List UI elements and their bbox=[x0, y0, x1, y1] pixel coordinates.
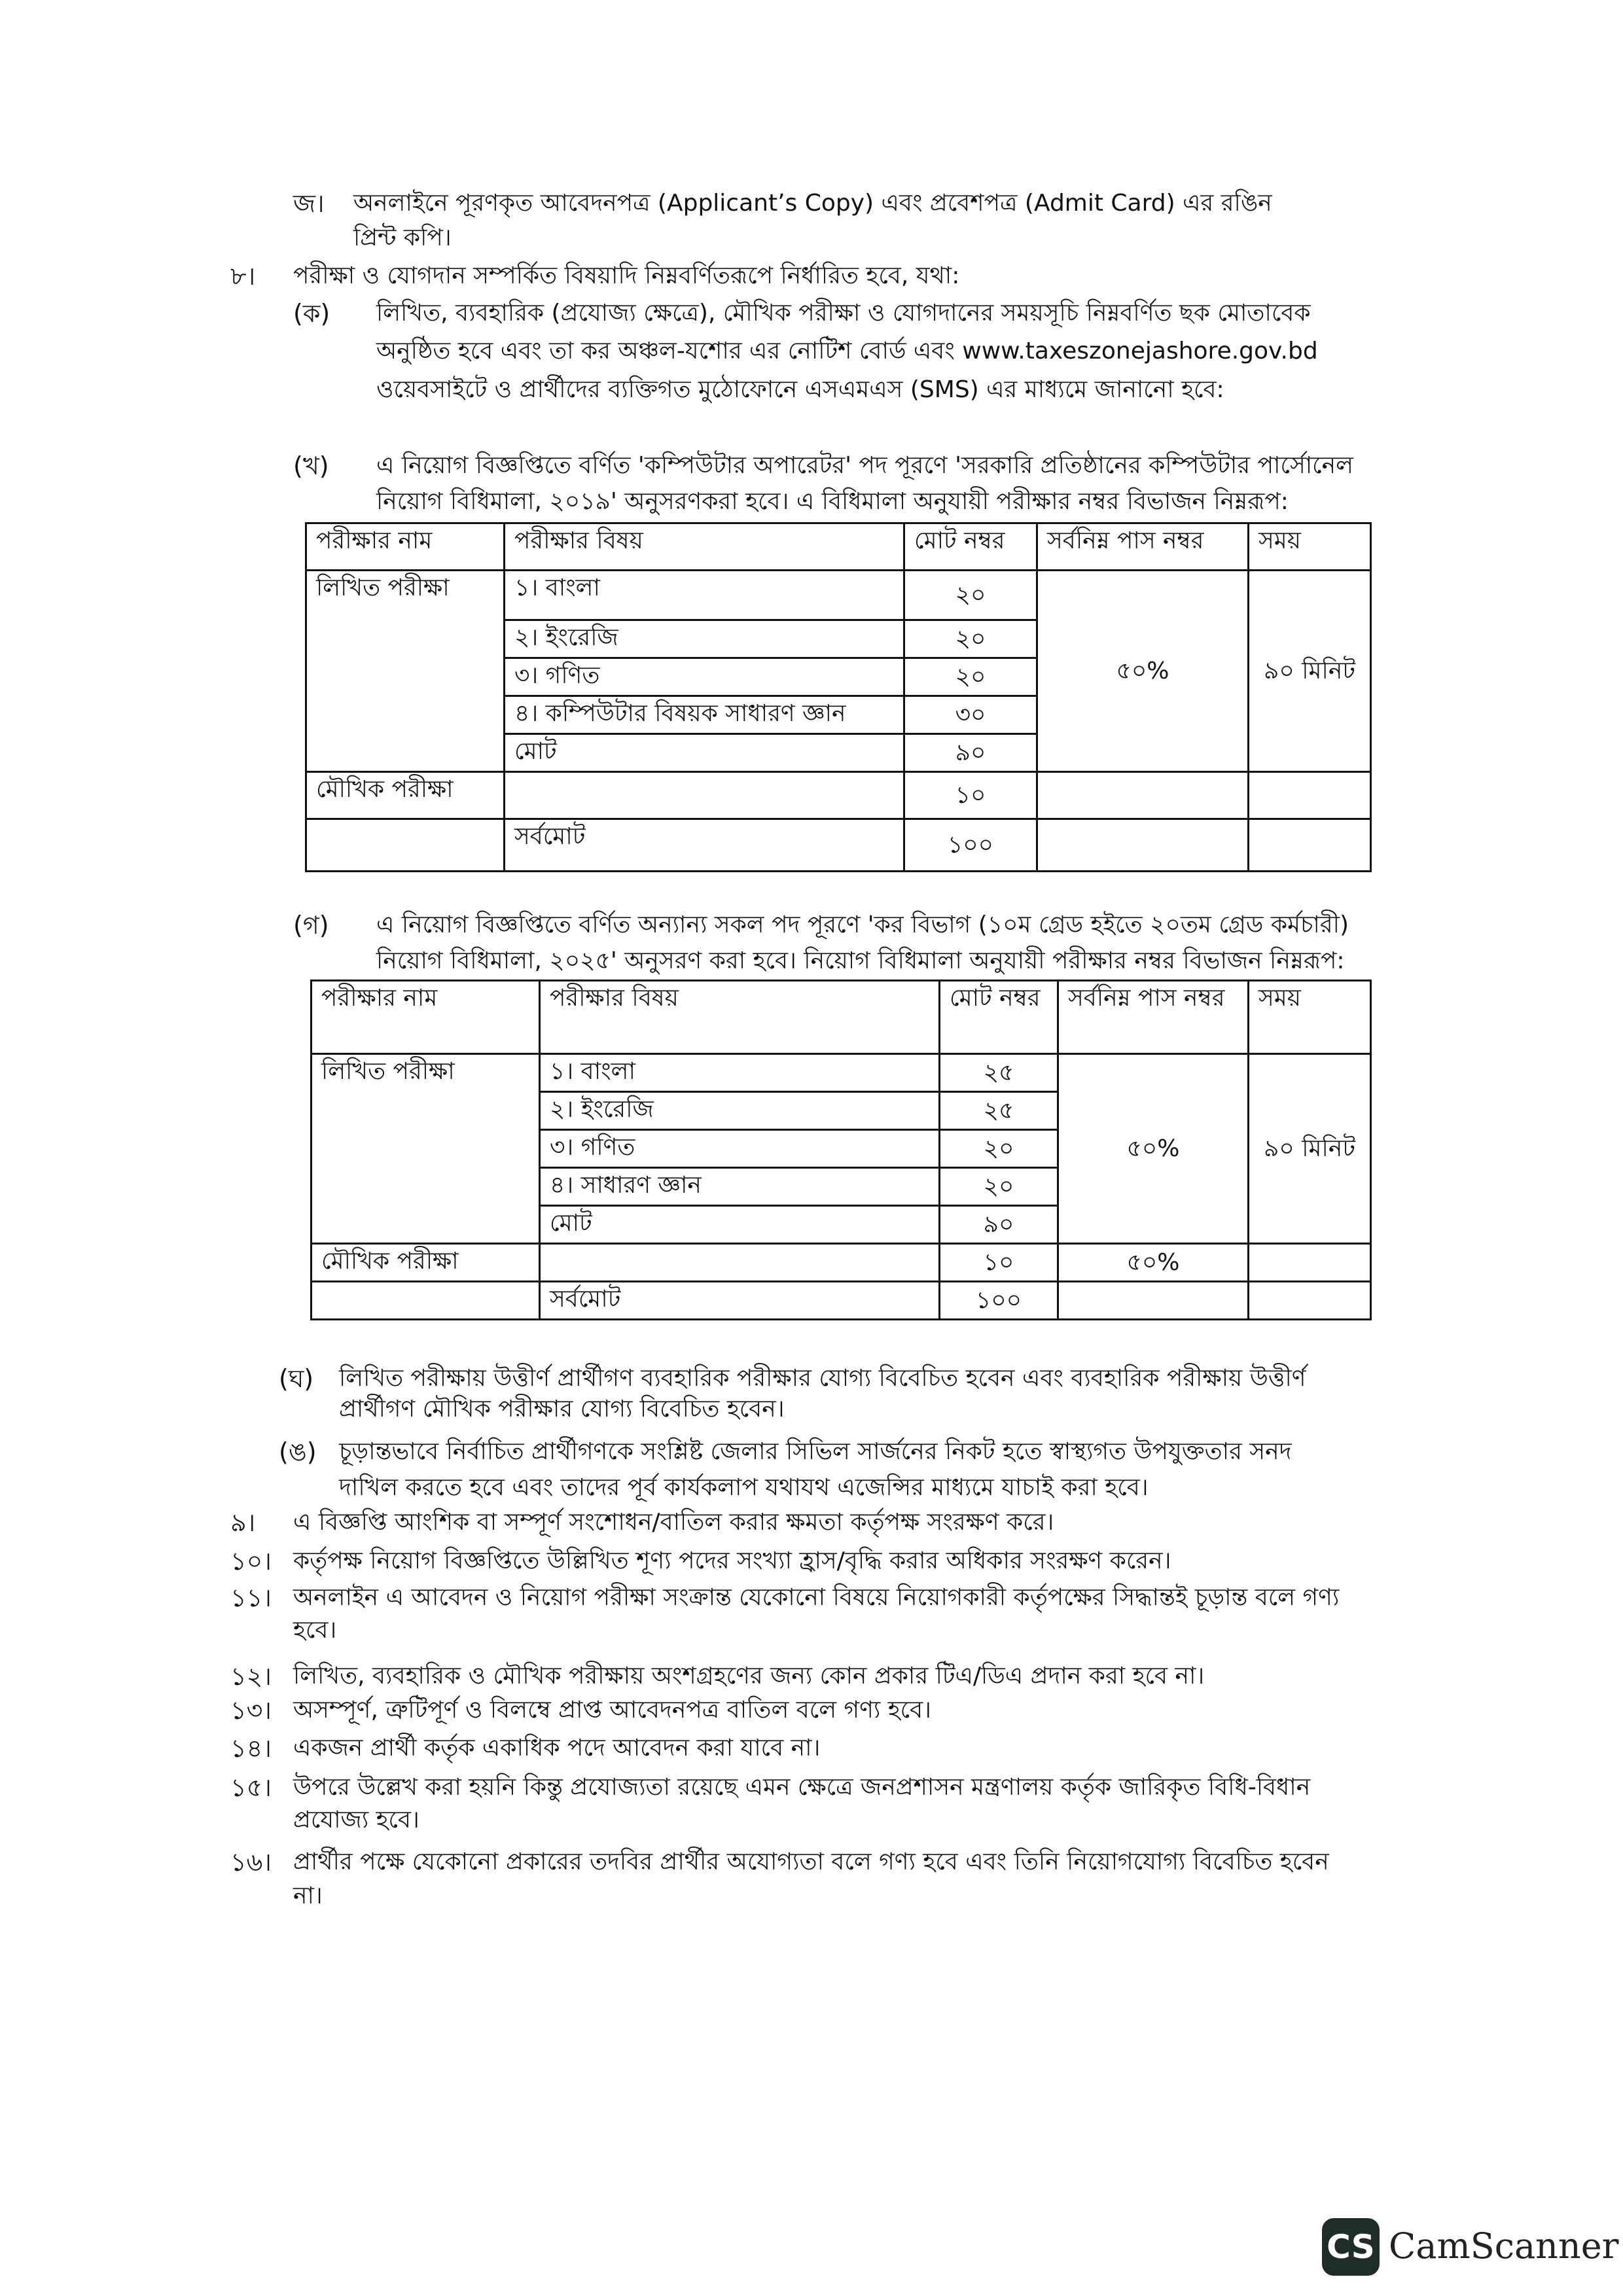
item-13-text: অসম্পূর্ণ, ত্রুটিপূর্ণ ও বিলম্বে প্রাপ্ত আবেদনপত্র বাতিল বলে গণ্য হবে। bbox=[293, 1697, 932, 1723]
item-label-ka: (ক) bbox=[293, 299, 330, 328]
item-ka-line1: লিখিত, ব্যবহারিক (প্রযোজ্য ক্ষেত্রে), মৌখিক পরীক্ষা ও যোগদানের সময়সূচি নিম্নবর্ণিত ছক মোতাবেক bbox=[376, 300, 1311, 327]
pass-marks-cell bbox=[1037, 819, 1249, 872]
marks-cell: ২০ bbox=[940, 1130, 1058, 1168]
table-header-row bbox=[306, 523, 1371, 571]
time-cell bbox=[1249, 1244, 1371, 1282]
exam-name-cell: লিখিত পরীক্ষা bbox=[306, 571, 505, 772]
table-header-row bbox=[312, 981, 1371, 1054]
subject-cell bbox=[540, 1244, 940, 1282]
table-row bbox=[306, 571, 1371, 620]
item-12-text: লিখিত, ব্যবহারিক ও মৌখিক পরীক্ষায় অংশগ্রহণের জন্য কোন প্রকার টিএ/ডিএ প্রদান করা হবে না। bbox=[293, 1663, 1205, 1689]
camscanner-logo: CS bbox=[1322, 2218, 1380, 2276]
exam-name-cell: লিখিত পরীক্ষা bbox=[312, 1054, 540, 1244]
time-cell bbox=[1249, 819, 1371, 872]
table-header-cell: মোট নম্বর bbox=[940, 981, 1058, 1054]
item-label-kha: (খ) bbox=[293, 451, 329, 480]
subject-cell: ৩। গণিত bbox=[505, 658, 904, 696]
subject-cell: মোট bbox=[505, 734, 904, 772]
subject-cell: ৪। কম্পিউটার বিষয়ক সাধারণ জ্ঞান bbox=[505, 696, 904, 734]
item-label-gha: (ঘ) bbox=[279, 1364, 314, 1393]
time-cell: ৯০ মিনিট bbox=[1249, 1054, 1371, 1244]
item-16-line1: প্রার্থীর পক্ষে যেকোনো প্রকারের তদবির প্রার্থীর অযোগ্যতা বলে গণ্য হবে এবং তিনি নিয়োগযোগ্য বিবেচিত হবেন bbox=[293, 1848, 1329, 1875]
item-11-line1: অনলাইন এ আবেদন ও নিয়োগ পরীক্ষা সংক্রান্ত যেকোনো বিষয়ে নিয়োগকারী কর্তৃপক্ষের সিদ্ধান্তই চূড়ান্ত বলে গণ্য bbox=[293, 1584, 1340, 1611]
item-label-8: ৮। bbox=[230, 262, 256, 291]
exam-name-cell bbox=[306, 819, 505, 872]
exam-name-cell: মৌখিক পরীক্ষা bbox=[312, 1244, 540, 1282]
item-16-line2: না। bbox=[293, 1882, 323, 1909]
item-kha-line1: এ নিয়োগ বিজ্ঞপ্তিতে বর্ণিত 'কম্পিউটার অপারেটর' পদ পূরণে 'সরকারি প্রতিষ্ঠানের কম্পিউটার পার্সোনেল bbox=[376, 452, 1353, 479]
marks-cell: ২০ bbox=[904, 658, 1037, 696]
marks-cell: ২০ bbox=[940, 1168, 1058, 1206]
item-10-text: কর্তৃপক্ষ নিয়োগ বিজ্ঞপ্তিতে উল্লিখিত শূণ্য পদের সংখ্যা হ্রাস/বৃদ্ধি করার অধিকার সংরক্ষণ করেন। bbox=[293, 1547, 1171, 1574]
item-label-umo: (ঙ) bbox=[279, 1438, 317, 1466]
time-cell: ৯০ মিনিট bbox=[1249, 571, 1371, 772]
marks-cell: ২৫ bbox=[940, 1092, 1058, 1130]
table-row bbox=[306, 772, 1371, 819]
pass-marks-cell bbox=[1058, 1282, 1249, 1320]
table-header-cell: মোট নম্বর bbox=[904, 523, 1037, 571]
exam-name-cell bbox=[312, 1282, 540, 1320]
item-label-ga: (গ) bbox=[293, 911, 329, 940]
marks-cell: ২০ bbox=[904, 620, 1037, 658]
table-row bbox=[312, 1244, 1371, 1282]
subject-cell: ২। ইংরেজি bbox=[540, 1092, 940, 1130]
item-label-9: ৯। bbox=[230, 1508, 256, 1537]
marks-cell: ১০ bbox=[904, 772, 1037, 819]
item-14-text: একজন প্রার্থী কর্তৃক একাধিক পদে আবেদন করা যাবে না। bbox=[293, 1735, 821, 1761]
subject-cell: মোট bbox=[540, 1206, 940, 1244]
subject-cell: ৪। সাধারণ জ্ঞান bbox=[540, 1168, 940, 1206]
item-ga-line2: নিয়োগ বিধিমালা, ২০২৫' অনুসরণ করা হবে। নিয়োগ বিধিমালা অনুযায়ী পরীক্ষার নম্বর বিভাজন নিম্নরূপ: bbox=[376, 947, 1345, 974]
item-label-11: ১১। bbox=[230, 1583, 272, 1612]
subject-cell: ২। ইংরেজি bbox=[505, 620, 904, 658]
item-jo-line1: অনলাইনে পূরণকৃত আবেদনপত্র (Applicant’s Copy) এবং প্রবেশপত্র (Admit Card) এর রঙিন bbox=[353, 190, 1272, 217]
item-umo-line1: চূড়ান্তভাবে নির্বাচিত প্রার্থীগণকে সংশ্লিষ্ট জেলার সিভিল সার্জনের নিকট হতে স্বাস্থ্যগত উপযুক্ততার সনদ bbox=[339, 1438, 1292, 1465]
item-label-13: ১৩। bbox=[230, 1696, 272, 1725]
marks-cell: ৯০ bbox=[940, 1206, 1058, 1244]
pass-marks-cell bbox=[1037, 772, 1249, 819]
table-header-cell: সর্বনিম্ন পাস নম্বর bbox=[1037, 523, 1249, 571]
pass-marks-cell: ৫০% bbox=[1058, 1054, 1249, 1244]
subject-cell: ১। বাংলা bbox=[540, 1054, 940, 1092]
item-label-16: ১৬। bbox=[230, 1848, 272, 1877]
item-kha-line2: নিয়োগ বিধিমালা, ২০১৯' অনুসরণকরা হবে। এ বিধিমালা অনুযায়ী পরীক্ষার নম্বর বিভাজন নিম্নরূপ: bbox=[376, 488, 1289, 515]
table-header-cell: পরীক্ষার নাম bbox=[306, 523, 505, 571]
subject-cell: ১। বাংলা bbox=[505, 571, 904, 620]
grand-total-value: ১০০ bbox=[904, 819, 1037, 872]
table-header-cell: পরীক্ষার নাম bbox=[312, 981, 540, 1054]
item-ga-line1: এ নিয়োগ বিজ্ঞপ্তিতে বর্ণিত অন্যান্য সকল পদ পূরণে 'কর বিভাগ (১০ম গ্রেড হইতে ২০তম গ্রেড কর্মচারী) bbox=[376, 911, 1349, 938]
grand-total-label: সর্বমোট bbox=[540, 1282, 940, 1320]
marks-cell: ২৫ bbox=[940, 1054, 1058, 1092]
camscanner-watermark-text: CamScanner bbox=[1389, 2225, 1619, 2267]
item-gha-line1: লিখিত পরীক্ষায় উত্তীর্ণ প্রার্থীগণ ব্যবহারিক পরীক্ষার যোগ্য বিবেচিত হবেন এবং ব্যবহারিক পরীক্ষায় উত্তীর্ণ bbox=[339, 1365, 1306, 1392]
item-9-text: এ বিজ্ঞপ্তি আংশিক বা সম্পূর্ণ সংশোধন/বাতিল করার ক্ষমতা কর্তৃপক্ষ সংরক্ষণ করে। bbox=[293, 1509, 1054, 1536]
item-11-line2: হবে। bbox=[293, 1617, 337, 1644]
item-8-text: পরীক্ষা ও যোগদান সম্পর্কিত বিষয়াদি নিম্নবর্ণিতরূপে নির্ধারিত হবে, যথা: bbox=[293, 262, 960, 289]
table-header-cell: পরীক্ষার বিষয় bbox=[540, 981, 940, 1054]
grand-total-value: ১০০ bbox=[940, 1282, 1058, 1320]
marks-cell: ১০ bbox=[940, 1244, 1058, 1282]
item-15-line1: উপরে উল্লেখ করা হয়নি কিন্তু প্রযোজ্যতা রয়েছে এমন ক্ষেত্রে জনপ্রশাসন মন্ত্রণালয় কর্তৃক জারিকৃত বিধি-বিধান bbox=[293, 1774, 1311, 1801]
item-jo-line2: প্রিন্ট কপি। bbox=[353, 224, 452, 251]
table-row bbox=[312, 1054, 1371, 1092]
marks-cell: ৯০ bbox=[904, 734, 1037, 772]
table-row bbox=[312, 1282, 1371, 1320]
time-cell bbox=[1249, 772, 1371, 819]
time-cell bbox=[1249, 1282, 1371, 1320]
pass-marks-cell: ৫০% bbox=[1058, 1244, 1249, 1282]
table-header-cell: সময় bbox=[1249, 981, 1371, 1054]
pass-marks-cell: ৫০% bbox=[1037, 571, 1249, 772]
marks-table-computer-operator bbox=[305, 522, 1372, 872]
item-label-jo: জ। bbox=[293, 189, 325, 218]
item-ka-line3: ওয়েবসাইটে ও প্রার্থীদের ব্যক্তিগত মুঠোফোনে এসএমএস (SMS) এর মাধ্যমে জানানো হবে: bbox=[376, 376, 1224, 403]
table-header-cell: সময় bbox=[1249, 523, 1371, 571]
table-row bbox=[306, 819, 1371, 872]
item-label-14: ১৪। bbox=[230, 1734, 272, 1763]
item-ka-line2: অনুষ্ঠিত হবে এবং তা কর অঞ্চল-যশোর এর নোটিশ বোর্ড এবং www.taxeszonejashore.gov.bd bbox=[376, 338, 1318, 364]
subject-cell bbox=[505, 772, 904, 819]
marks-cell: ২০ bbox=[904, 571, 1037, 620]
exam-name-cell: মৌখিক পরীক্ষা bbox=[306, 772, 505, 819]
item-umo-line2: দাখিল করতে হবে এবং তাদের পূর্ব কার্যকলাপ যথাযথ এজেন্সির মাধ্যমে যাচাই করা হবে। bbox=[339, 1474, 1149, 1501]
grand-total-label: সর্বমোট bbox=[505, 819, 904, 872]
table-header-cell: পরীক্ষার বিষয় bbox=[505, 523, 904, 571]
table-header-cell: সর্বনিম্ন পাস নম্বর bbox=[1058, 981, 1249, 1054]
item-label-12: ১২। bbox=[230, 1662, 272, 1691]
item-15-line2: প্রযোজ্য হবে। bbox=[293, 1807, 419, 1833]
item-label-15: ১৫। bbox=[230, 1773, 272, 1802]
marks-table-other-posts bbox=[310, 980, 1372, 1320]
subject-cell: ৩। গণিত bbox=[540, 1130, 940, 1168]
item-gha-line2: প্রার্থীগণ মৌখিক পরীক্ষার যোগ্য বিবেচিত হবেন। bbox=[339, 1396, 785, 1422]
marks-cell: ৩০ bbox=[904, 696, 1037, 734]
item-label-10: ১০। bbox=[230, 1547, 272, 1576]
